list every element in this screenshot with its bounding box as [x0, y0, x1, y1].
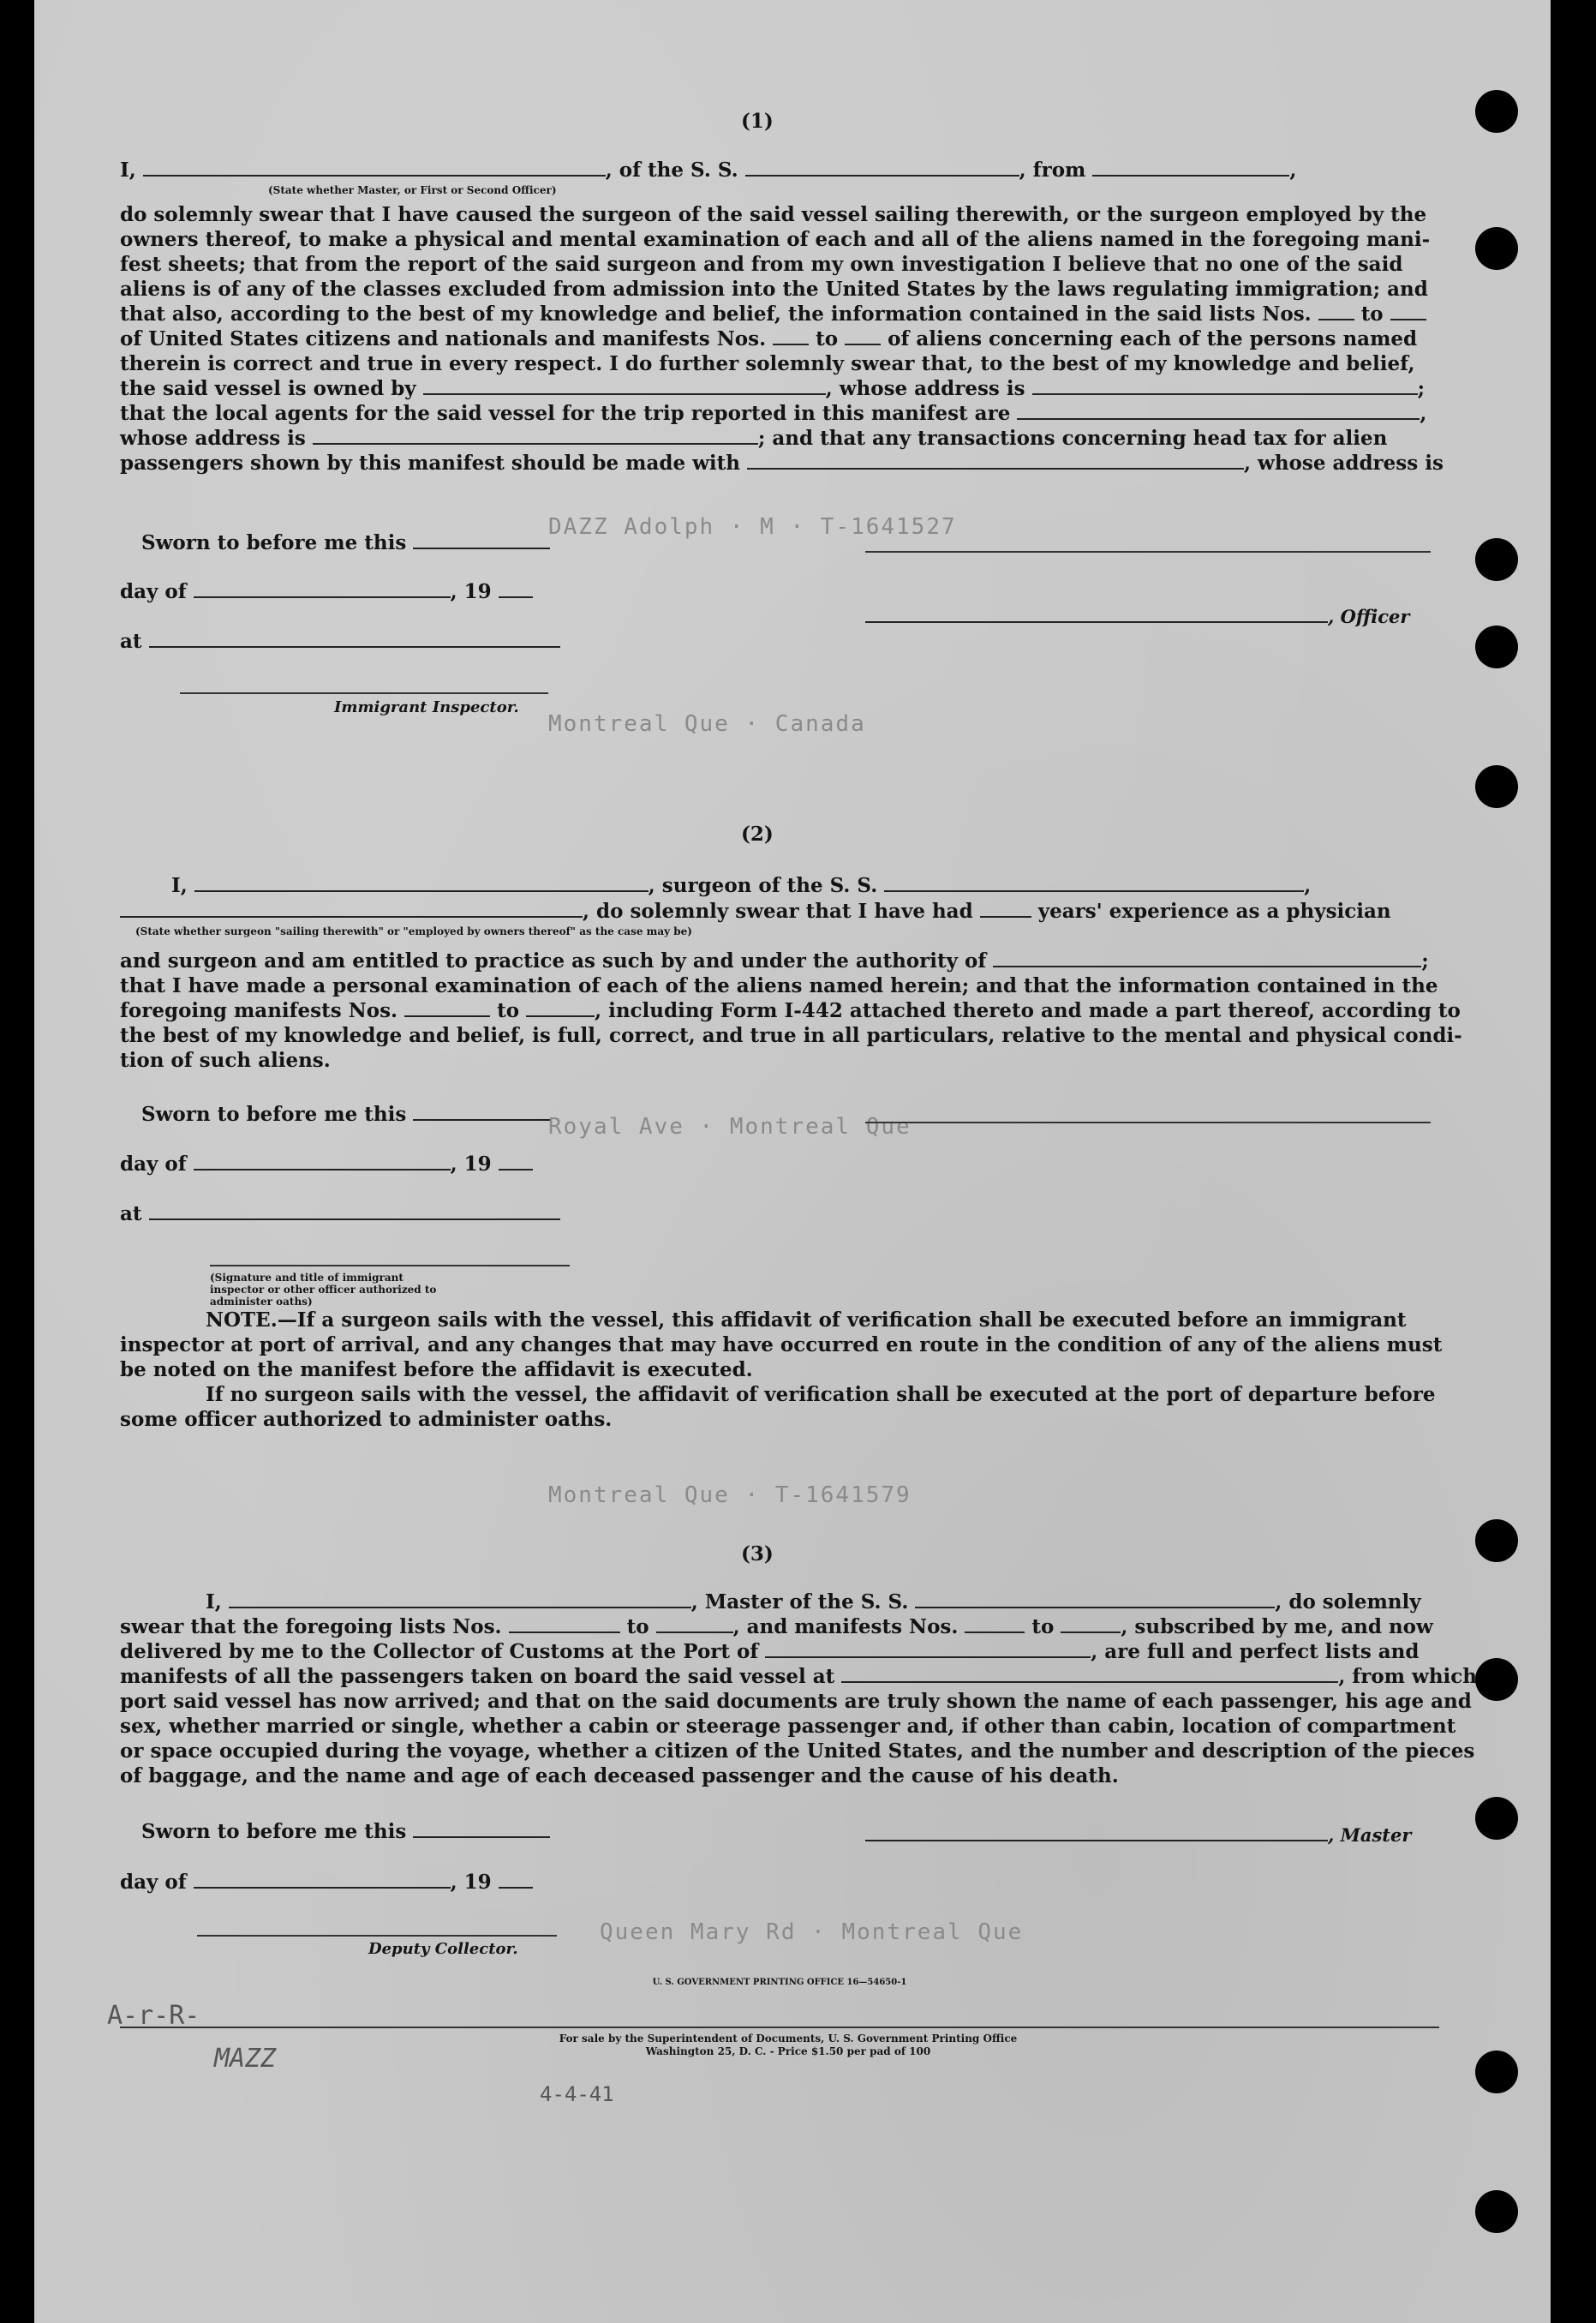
s1-inspector-signature-line[interactable] [180, 692, 548, 694]
s1-text-line: owners thereof, to make a physical and mental examination of each and all of the aliens named in the foregoing mani- [120, 228, 1431, 251]
s1-officer-label-line: , Officer [865, 605, 1439, 629]
binder-hole-7 [1475, 1658, 1518, 1701]
handwritten-note-c: 4-4-41 [540, 2082, 614, 2106]
s2-note-line: inspector at port of arrival, and any changes that may have occurred en route in the condition of any of the aliens must [120, 1333, 1443, 1356]
s1-inspector-label: Immigrant Inspector. [334, 698, 519, 716]
s1-headtax-line: passengers shown by this manifest should be made with , whose address is [120, 452, 1444, 475]
s3-text-line: or space occupied during the voyage, whether a citizen of the United States, and the number and description of the pieces [120, 1739, 1475, 1763]
s3-vessel-field[interactable] [915, 1591, 1275, 1608]
s2-line2: , do solemnly swear that I have had years' experience as a physician [120, 900, 1439, 924]
printing-office-line: U. S. GOVERNMENT PRINTING OFFICE 16—54650-1 [652, 1978, 907, 1987]
lists-from-field[interactable] [1318, 303, 1354, 320]
s1-officer-title-field[interactable] [865, 606, 1328, 623]
s1-text-line: therein is correct and true in every respect. I do further solemnly swear that, to the best of my knowledge and belief, [120, 352, 1415, 375]
binder-hole-8 [1475, 1797, 1518, 1840]
s3-master-signature-field[interactable] [865, 1824, 1328, 1841]
s3-deputy-signature-line[interactable] [197, 1935, 557, 1937]
s2-manifests-to-field[interactable] [526, 1000, 595, 1017]
s1-at: at [120, 630, 634, 654]
s2-years-field[interactable] [980, 901, 1031, 918]
s2-sworn-day-field[interactable] [413, 1104, 550, 1121]
owner-address-field[interactable] [1032, 378, 1418, 395]
s1-day-month-field[interactable] [194, 581, 451, 598]
s2-note-line: If no surgeon sails with the vessel, the affidavit of verification shall be executed at the port of departure before [206, 1383, 1436, 1406]
binder-hole-5 [1475, 765, 1518, 808]
handwritten-note-b: MAZZ [214, 2044, 277, 2074]
s2-at-field[interactable] [149, 1203, 560, 1220]
s3-departure-field[interactable] [841, 1666, 1338, 1683]
s3-manifests-from-field[interactable] [965, 1616, 1025, 1633]
s3-text-line: of baggage, and the name and age of each deceased passenger and the cause of his death. [120, 1764, 1119, 1787]
s2-day-of: day of , 19 [120, 1153, 634, 1176]
s3-port-field[interactable] [765, 1641, 1091, 1658]
s3-manifests-to-field[interactable] [1061, 1616, 1121, 1633]
s2-vessel-field[interactable] [884, 875, 1304, 892]
s3-line2: swear that the foregoing lists Nos. to , and manifests Nos. to , subscribed by me, and now [120, 1615, 1433, 1638]
s1-sworn-day-field[interactable] [413, 532, 550, 549]
s1-text-line: do solemnly swear that I have caused the surgeon of the said vessel sailing therewith, or the surgeon employed by the [120, 203, 1427, 226]
s1-owner-line: the said vessel is owned by , whose address is ; [120, 377, 1426, 400]
manifests-to-field[interactable] [845, 328, 881, 345]
s2-note-line: some officer authorized to administer oaths. [120, 1408, 613, 1431]
officer-name-field[interactable] [143, 159, 606, 177]
binder-hole-10 [1475, 2190, 1518, 2233]
s3-master-line: , Master [865, 1823, 1439, 1847]
s1-agents-line: that the local agents for the said vessel for the trip reported in this manifest are , [120, 402, 1427, 425]
s2-text-line: tion of such aliens. [120, 1049, 331, 1072]
s3-day-month-field[interactable] [194, 1871, 451, 1889]
bleed-through: Royal Ave · Montreal Que [548, 1114, 912, 1140]
headtax-party-field[interactable] [747, 452, 1244, 470]
s2-surgeon-signature-line[interactable] [865, 1122, 1431, 1123]
binder-hole-6 [1475, 1519, 1518, 1562]
s3-sworn-label: Sworn to before me this [141, 1820, 587, 1844]
s3-line3: delivered by me to the Collector of Customs at the Port of , are full and perfect lists and [120, 1640, 1420, 1663]
s3-lists-to-field[interactable] [656, 1616, 733, 1633]
s3-line4: manifests of all the passengers taken on board the said vessel at , from which [120, 1665, 1478, 1688]
s2-sworn-label: Sworn to before me this [141, 1103, 587, 1127]
bleed-through: Queen Mary Rd · Montreal Que [600, 1919, 1024, 1945]
binder-hole-4 [1475, 626, 1518, 668]
s3-sworn-day-field[interactable] [413, 1821, 550, 1838]
s2-text-line: the best of my knowledge and belief, is full, correct, and true in all particulars, relative to the mental and physical condi- [120, 1024, 1462, 1047]
s2-year-field[interactable] [499, 1153, 533, 1170]
s3-master-name-field[interactable] [229, 1591, 691, 1608]
s3-text-line: sex, whether married or single, whether a cabin or steerage passenger and, if other than cabin, location of compartment [120, 1715, 1456, 1738]
s2-authority-line: and surgeon and am entitled to practice as such by and under the authority of ; [120, 949, 1429, 973]
s1-lists-line: that also, according to the best of my knowledge and belief, the information contained in the said lists Nos. to [120, 302, 1439, 326]
s2-text-line: that I have made a personal examination of each of the aliens named herein; and that the information contained in the [120, 974, 1438, 997]
s1-caption: (State whether Master, or First or Second Officer) [268, 184, 557, 196]
owner-field[interactable] [423, 378, 826, 395]
s3-deputy-label: Deputy Collector. [368, 1940, 518, 1958]
s2-manifests-from-field[interactable] [404, 1000, 490, 1017]
manifests-from-field[interactable] [773, 328, 809, 345]
from-port-field[interactable] [1092, 159, 1289, 177]
handwritten-note-a: A-r-R- [107, 2001, 200, 2031]
binder-hole-1 [1475, 90, 1518, 133]
s2-note-line: be noted on the manifest before the affidavit is executed. [120, 1358, 753, 1381]
s1-year-field[interactable] [499, 581, 533, 598]
agents-field[interactable] [1017, 403, 1420, 420]
s2-line1: I, , surgeon of the S. S. , [171, 874, 1312, 897]
footer-rule [120, 2027, 1439, 2028]
s3-day-of: day of , 19 [120, 1871, 634, 1895]
bleed-through: DAZZ Adolph · M · T-1641527 [548, 514, 957, 540]
agent-address-field[interactable] [313, 428, 758, 445]
binder-hole-3 [1475, 538, 1518, 581]
footer-price-line: Washington 25, D. C. - Price $1.50 per pad of 100 [645, 2045, 931, 2057]
s1-text-line: aliens is of any of the classes excluded from admission into the United States by the laws regulating immigration; and [120, 278, 1428, 301]
s1-text-line: fest sheets; that from the report of the said surgeon and from my own investigation I believe that no one of the said [120, 253, 1403, 276]
s2-note-line: NOTE.—If a surgeon sails with the vessel, this affidavit of verification shall be executed before an immigrant [206, 1308, 1407, 1332]
bleed-through: Montreal Que · Canada [548, 711, 866, 737]
bleed-through: Montreal Que · T-1641579 [548, 1482, 912, 1508]
s2-authority-field[interactable] [993, 950, 1421, 967]
s1-officer-signature-line[interactable] [865, 551, 1431, 553]
s3-lists-from-field[interactable] [509, 1616, 620, 1633]
s1-at-field[interactable] [149, 631, 560, 648]
s1-manifests-line: of United States citizens and nationals and manifests Nos. to of aliens concerning each of the persons named [120, 327, 1418, 350]
s2-signature-caption: (Signature and title of immigrant inspector or other officer authorized to administer oaths) [210, 1272, 437, 1308]
s2-day-month-field[interactable] [194, 1153, 451, 1170]
s2-name-field[interactable] [194, 875, 649, 892]
s3-year-field[interactable] [499, 1871, 533, 1889]
s2-at: at [120, 1202, 634, 1226]
s1-sworn-label: Sworn to before me this [141, 531, 587, 555]
s1-officer-line: I, , of the S. S. , from , [120, 159, 1297, 182]
s3-text-line: port said vessel has now arrived; and that on the said documents are truly shown the name of each passenger, his age and [120, 1690, 1472, 1713]
s2-inspector-signature-line[interactable] [210, 1265, 570, 1266]
binder-hole-2 [1475, 227, 1518, 270]
binder-hole-9 [1475, 2051, 1518, 2093]
lists-to-field[interactable] [1390, 303, 1426, 320]
vessel-name-field[interactable] [745, 159, 1019, 177]
s3-line1: I, , Master of the S. S. , do solemnly [206, 1590, 1421, 1614]
s1-day-of: day of , 19 [120, 580, 634, 604]
s2-surgeon-status-field[interactable] [120, 901, 583, 918]
section-3-number: (3) [741, 1542, 774, 1566]
s1-agent-address-line: whose address is ; and that any transactions concerning head tax for alien [120, 427, 1388, 450]
s2-manifests-line: foregoing manifests Nos. to , including Form I-442 attached thereto and made a part thereof, according to [120, 999, 1461, 1022]
manifest-back-page [34, 0, 1551, 2323]
section-2-number: (2) [741, 823, 774, 846]
footer-sale-line: For sale by the Superintendent of Documents, U. S. Government Printing Office [559, 2033, 1018, 2045]
s2-caption: (State whether surgeon "sailing therewith" or "employed by owners thereof" as the case may be) [135, 925, 692, 937]
section-1-number: (1) [741, 110, 774, 133]
